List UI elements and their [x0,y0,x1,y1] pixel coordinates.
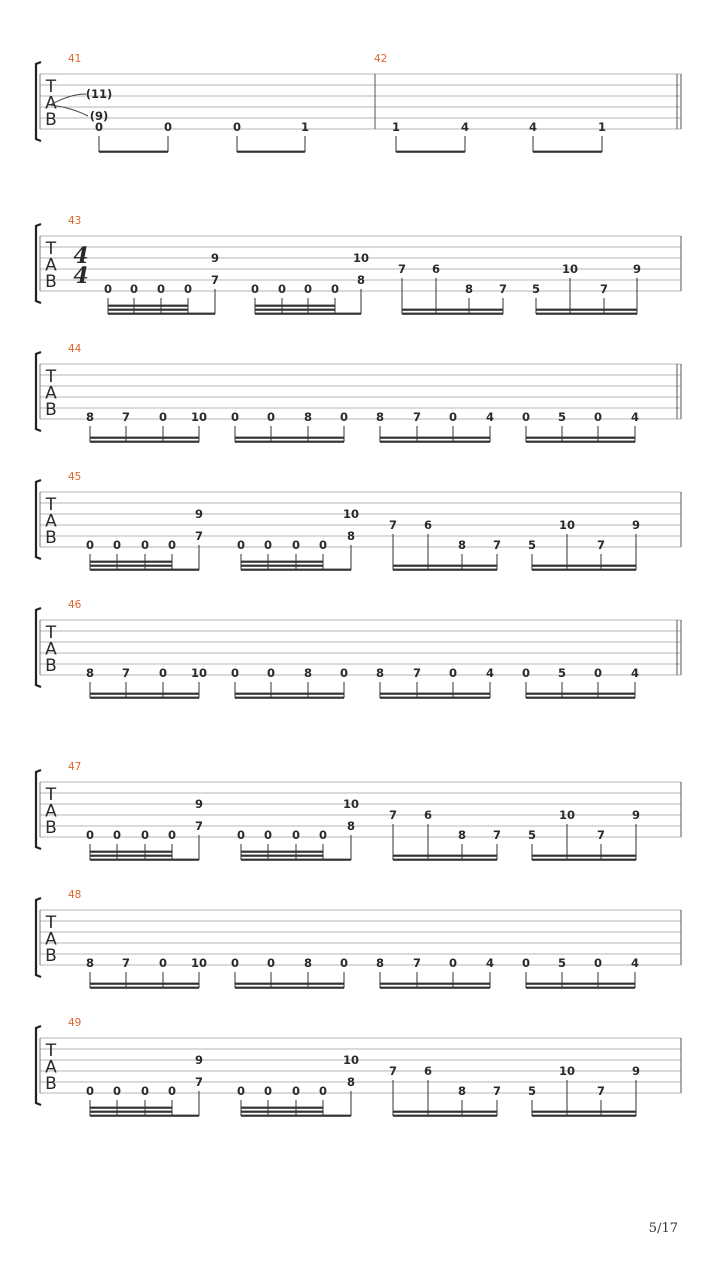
fret-number: 0 [236,538,246,552]
fret-number: 10 [342,507,360,521]
beam [90,851,172,853]
beat-group [528,808,640,861]
fret-number: 4 [485,666,495,680]
fret-number: 0 [167,828,177,842]
beam [108,305,188,307]
fret-number: 0 [263,1084,273,1098]
fret-number: 0 [339,956,349,970]
beam [241,565,323,567]
fret-number: 0 [330,282,340,296]
beam [90,693,199,695]
beam [526,441,635,443]
tab-letter-b: B [45,946,57,966]
fret-number: 7 [492,828,502,842]
fret-number: 8 [457,538,467,552]
fret-number: 0 [236,828,246,842]
beam [90,441,199,443]
fret-number: 1 [597,120,607,134]
fret-number: 4 [630,410,640,424]
fret-number: 0 [103,282,113,296]
fret-number: 10 [190,666,208,680]
beam [396,151,465,153]
tab-letter-b: B [45,400,57,420]
fret-number: 7 [412,666,422,680]
staff-system-46 [36,599,681,699]
beam [90,1115,199,1117]
beam [533,151,602,153]
fret-number: 0 [318,538,328,552]
tab-letter-t: T [45,367,57,387]
fret-number: 5 [527,1084,537,1098]
beam [380,693,490,695]
fret-number: 7 [388,808,398,822]
beam [241,859,351,861]
measure-number: 47 [68,761,82,773]
fret-number: 8 [346,529,356,543]
fret-number: 1 [391,120,401,134]
tab-letter-b: B [45,528,57,548]
fret-number: 4 [485,956,495,970]
fret-number: 7 [596,1084,606,1098]
fret-number: 4 [630,666,640,680]
tab-letter-a: A [45,801,57,822]
beam [393,565,497,567]
fret-number: 0 [521,666,531,680]
bend-fret-label: (11) [85,87,113,101]
fret-number: 4 [528,120,538,134]
fret-number: 4 [630,956,640,970]
beam [380,983,490,985]
fret-number: 9 [631,518,641,532]
fret-number: 0 [263,828,273,842]
beat-group [398,262,507,315]
fret-number: 7 [388,518,398,532]
fret-number: 7 [596,828,606,842]
fret-number: 0 [156,282,166,296]
fret-number: 10 [342,797,360,811]
fret-number: 7 [121,410,131,424]
tab-letter-b: B [45,656,57,676]
measure-number: 49 [68,1017,82,1029]
time-signature-top: 4 [73,243,89,269]
beam [393,1111,497,1113]
time-signature-bottom: 4 [73,263,89,289]
measure-number: 44 [68,343,82,355]
measure-number: 46 [68,599,82,611]
fret-number: 10 [190,410,208,424]
beat-group [251,251,369,315]
fret-number: 7 [121,956,131,970]
beam [90,987,199,989]
fret-number: 9 [194,797,204,811]
beat-group [237,507,359,571]
beat-group [522,410,639,443]
fret-number: 8 [375,956,385,970]
beam [393,859,497,861]
beat-group [86,410,207,443]
beam [532,855,636,857]
tab-letter-t: T [45,785,57,805]
fret-number: 0 [167,538,177,552]
fret-number: 0 [277,282,287,296]
fret-number: 5 [557,410,567,424]
beam [235,697,344,699]
beam [526,437,635,439]
beam [526,693,635,695]
measure-number: 41 [68,53,82,65]
beam [241,561,323,563]
tab-letter-a: A [45,255,57,276]
beat-group [376,410,494,443]
tab-letter-a: A [45,511,57,532]
beat-group [86,956,207,989]
fret-number: 0 [593,666,603,680]
fret-number: 0 [112,828,122,842]
beam [402,313,503,315]
fret-number: 5 [527,828,537,842]
fret-number: 5 [527,538,537,552]
beam [536,313,637,315]
tab-letter-t: T [45,623,57,643]
fret-number: 0 [266,410,276,424]
fret-number: 9 [194,1053,204,1067]
beat-group [231,666,348,699]
fret-number: 8 [375,666,385,680]
beat-group [86,507,203,571]
fret-number: 7 [492,1084,502,1098]
beam [526,697,635,699]
fret-number: 9 [632,262,642,276]
fret-number: 9 [194,507,204,521]
beam [402,309,503,311]
beat-group [392,120,469,153]
tab-letter-t: T [45,495,57,515]
fret-number: 0 [94,120,104,134]
fret-number: 8 [85,666,95,680]
beam [90,561,172,563]
beat-group [376,956,494,989]
tab-letter-a: A [45,1057,57,1078]
fret-number: 0 [140,828,150,842]
fret-number: 0 [112,1084,122,1098]
fret-number: 8 [303,956,313,970]
beat-group [237,797,359,861]
fret-number: 6 [423,808,433,822]
fret-number: 0 [593,410,603,424]
staff-system-43 [36,215,681,315]
fret-number: 10 [561,262,579,276]
beam [241,1115,351,1117]
beat-group [95,120,172,153]
fret-number: 0 [230,666,240,680]
tab-letter-t: T [45,1041,57,1061]
fret-number: 10 [352,251,370,265]
beam [380,987,490,989]
beam [255,309,335,311]
measure-number: 45 [68,471,82,483]
fret-number: 0 [339,666,349,680]
fret-number: 0 [448,666,458,680]
beat-group [529,120,606,153]
fret-number: 0 [158,956,168,970]
staff-system-49 [36,1017,681,1117]
beat-group [376,666,494,699]
fret-number: 7 [412,410,422,424]
fret-number: 0 [448,956,458,970]
fret-number: 6 [431,262,441,276]
tab-letter-a: A [45,639,57,660]
beam [380,437,490,439]
fret-number: 0 [303,282,313,296]
fret-number: 0 [85,538,95,552]
fret-number: 8 [356,273,366,287]
measure-number: 43 [68,215,82,227]
beam [532,569,636,571]
beat-group [389,808,501,861]
beam [235,437,344,439]
fret-number: 0 [163,120,173,134]
beam [90,569,199,571]
fret-number: 0 [448,410,458,424]
page-number: 5/17 [648,1221,678,1236]
beat-group [86,797,203,861]
beam [536,309,637,311]
beam [241,855,323,857]
fret-number: 0 [263,538,273,552]
beam [237,151,305,153]
fret-number: 0 [291,1084,301,1098]
fret-number: 9 [210,251,220,265]
tab-letter-t: T [45,913,57,933]
beam [532,1111,636,1113]
beat-group [231,956,348,989]
beam [241,851,323,853]
beam [108,309,188,311]
beam [90,855,172,857]
fret-number: 5 [557,956,567,970]
beam [393,1115,497,1117]
fret-number: 10 [190,956,208,970]
fret-number: 10 [558,518,576,532]
tab-letter-t: T [45,239,57,259]
fret-number: 0 [85,828,95,842]
fret-number: 7 [210,273,220,287]
beam [90,859,199,861]
beam [526,987,635,989]
beat-group [522,666,639,699]
tab-letter-a: A [45,383,57,404]
beat-group [522,956,639,989]
fret-number: 6 [423,1064,433,1078]
staff-system-41 [36,53,681,153]
beam [99,151,168,153]
fret-number: 8 [346,1075,356,1089]
fret-number: 0 [140,1084,150,1098]
fret-number: 5 [531,282,541,296]
tab-letter-b: B [45,1074,57,1094]
fret-number: 8 [85,956,95,970]
beam [255,313,361,315]
fret-number: 8 [85,410,95,424]
beam [90,983,199,985]
fret-number: 0 [236,1084,246,1098]
fret-number: 4 [485,410,495,424]
beam [90,1111,172,1113]
fret-number: 0 [593,956,603,970]
beat-group [231,410,348,443]
fret-number: 8 [303,410,313,424]
beat-group [528,518,640,571]
tab-letter-a: A [45,93,57,114]
fret-number: 9 [631,1064,641,1078]
beat-group [389,1064,501,1117]
staff-system-44 [36,343,681,443]
measure-number: 48 [68,889,82,901]
fret-number: 0 [85,1084,95,1098]
fret-number: 0 [158,666,168,680]
fret-number: 0 [521,410,531,424]
fret-number: 8 [375,410,385,424]
tab-letter-b: B [45,818,57,838]
fret-number: 8 [303,666,313,680]
tab-letter-t: T [45,77,57,97]
beam [241,569,351,571]
beat-group [86,1053,203,1117]
beam [532,1115,636,1117]
beam [532,859,636,861]
fret-number: 0 [339,410,349,424]
beam [393,855,497,857]
beam [235,441,344,443]
beam [241,1111,323,1113]
fret-number: 0 [158,410,168,424]
fret-number: 7 [194,819,204,833]
fret-number: 7 [388,1064,398,1078]
fret-number: 0 [250,282,260,296]
fret-number: 0 [230,956,240,970]
staff-system-48 [36,889,681,989]
beam [255,305,335,307]
tab-letter-a: A [45,929,57,950]
fret-number: 10 [558,808,576,822]
beat-group [528,1064,640,1117]
beam [90,697,199,699]
bend-fret-label: (9) [89,109,109,123]
fret-number: 0 [140,538,150,552]
fret-number: 7 [194,1075,204,1089]
fret-number: 0 [112,538,122,552]
fret-number: 7 [599,282,609,296]
beat-group [233,120,309,153]
fret-number: 0 [232,120,242,134]
fret-number: 7 [498,282,508,296]
fret-number: 7 [596,538,606,552]
beam [235,987,344,989]
beat-group [237,1053,359,1117]
fret-number: 0 [521,956,531,970]
beam [108,313,215,315]
beam [90,1107,172,1109]
fret-number: 0 [291,538,301,552]
fret-number: 8 [457,1084,467,1098]
fret-number: 10 [342,1053,360,1067]
fret-number: 7 [397,262,407,276]
beam [241,1107,323,1109]
beam [380,697,490,699]
beam [526,983,635,985]
fret-number: 6 [423,518,433,532]
beam [90,437,199,439]
beam [380,441,490,443]
fret-number: 8 [346,819,356,833]
tab-letter-b: B [45,272,57,292]
fret-number: 5 [557,666,567,680]
fret-number: 0 [266,666,276,680]
fret-number: 0 [230,410,240,424]
fret-number: 0 [291,828,301,842]
fret-number: 0 [129,282,139,296]
fret-number: 7 [492,538,502,552]
beam [235,983,344,985]
fret-number: 4 [460,120,470,134]
beat-group [389,518,501,571]
beam [235,693,344,695]
measure-number: 42 [374,53,388,65]
fret-number: 1 [300,120,310,134]
fret-number: 7 [121,666,131,680]
fret-number: 0 [318,828,328,842]
fret-number: 0 [167,1084,177,1098]
fret-number: 10 [558,1064,576,1078]
fret-number: 7 [194,529,204,543]
fret-number: 7 [412,956,422,970]
staff-system-47 [36,761,681,861]
beat-group [104,251,219,315]
staff-system-45 [36,471,681,571]
fret-number: 8 [457,828,467,842]
beat-group [86,666,207,699]
fret-number: 0 [266,956,276,970]
fret-number: 8 [464,282,474,296]
beam [532,565,636,567]
fret-number: 0 [183,282,193,296]
beam [393,569,497,571]
tab-letter-b: B [45,110,57,130]
beam [90,565,172,567]
beat-group [532,262,641,315]
fret-number: 9 [631,808,641,822]
fret-number: 0 [318,1084,328,1098]
